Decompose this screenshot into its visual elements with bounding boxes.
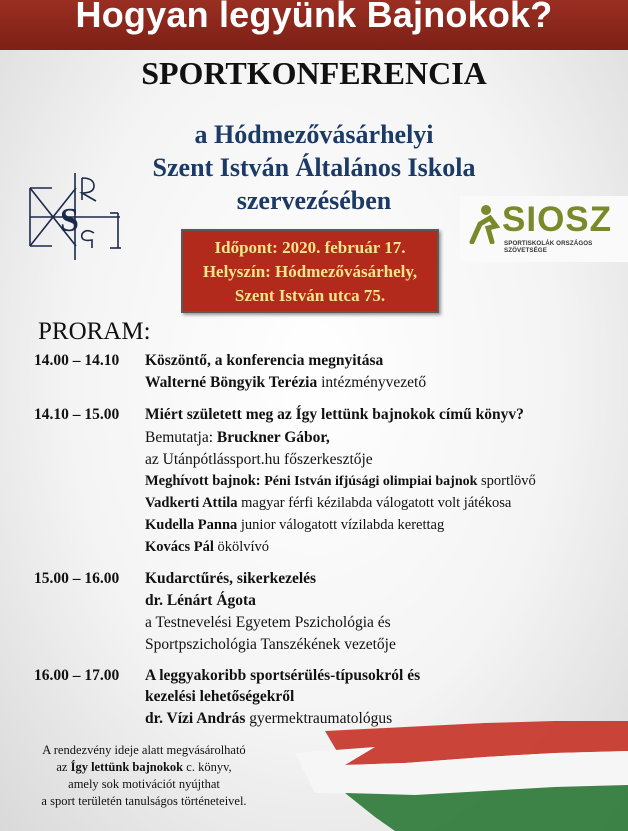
session-1-speaker-line	[145, 372, 426, 394]
session-3-title: Kudarctűrés, sikerkezelés	[145, 570, 317, 587]
siosz-wordmark: SIOSZ	[502, 200, 613, 239]
session-2-guest-2: Vadkerti Attila	[145, 495, 238, 511]
organizer-line-1: a Hódmezővásárhelyi	[194, 120, 434, 149]
session-3-time: 15.00 – 16.00	[34, 570, 120, 587]
closing-line-1: A rendezvény ideje alatt megvásárolható	[42, 743, 246, 757]
session-2-guest-4: Kovács Pál	[145, 539, 214, 555]
event-place: Helyszín: Hódmezővásárhely,	[202, 262, 418, 281]
session-4-time: 16.00 – 17.00	[34, 667, 120, 684]
session-2-guest-3-role: junior válogatott vízilabda kerettag	[237, 517, 445, 533]
closing-line-2	[28, 759, 260, 776]
siosz-tagline: SPORTISKOLÁK ORSZÁGOS SZÖVETSÉGE	[504, 240, 593, 254]
session-2-presenter-prefix: Bemutatja:	[145, 429, 217, 446]
session-2-title: Miért született meg az Így lettünk bajnokok című könyv?	[145, 406, 524, 423]
page-title: Hogyan legyünk Bajnokok?	[75, 0, 553, 35]
session-4-speaker: dr. Vízi András	[145, 710, 246, 727]
session-2-guest-3: Kudella Panna	[145, 517, 238, 533]
session-1-speaker: Walterné Böngyik Terézia	[145, 374, 318, 391]
session-2-guest-2-role: magyar férfi kézilabda válogatott volt játékosa	[237, 495, 512, 511]
session-4-title-1: A leggyakoribb sportsérülés-típusokról és	[145, 667, 421, 684]
session-2-guest-1-line	[145, 470, 536, 493]
session-1-time: 14.00 – 14.10	[34, 352, 120, 369]
session-2-guest-1-role: sportlövő	[477, 473, 536, 489]
closing-line-3: amely sok motivációt nyújthat	[68, 777, 220, 791]
session-2-time: 14.10 – 15.00	[34, 406, 120, 423]
session-2-guest-3-line	[145, 514, 444, 536]
session-4-title-2: kezelési lehetőségekről	[145, 688, 295, 705]
event-address: Szent István utca 75.	[234, 286, 386, 305]
session-3-role-1: a Testnevelési Egyetem Pszichológia és	[145, 614, 391, 631]
book-title: Így lettünk bajnokok	[70, 760, 184, 774]
session-3-speaker: dr. Lénárt Ágota	[145, 592, 256, 609]
closing-line-2-prefix: az	[56, 760, 71, 774]
session-2-guest-4-role: ökölvívó	[213, 539, 270, 555]
session-2-guest-4-line	[145, 536, 269, 558]
session-2-guest-2-line	[145, 492, 511, 514]
event-info-box	[181, 229, 439, 313]
session-2-presenter: Bruckner Gábor,	[216, 429, 330, 446]
figure-icon	[466, 204, 500, 244]
session-2-guests-label: Meghívott bajnok:	[145, 473, 265, 489]
session-2-presenter-line	[145, 427, 330, 449]
session-2-presenter-role: az Utánpótlássport.hu főszerkesztője	[145, 451, 373, 468]
closing-line-4: a sport területén tanulságos történeteivel.	[41, 794, 247, 808]
session-3-role-2: Sportpszichológia Tanszékének vezetője	[145, 636, 396, 653]
monogram-s: S	[60, 202, 79, 239]
session-1-title: Köszöntő, a konferencia megnyitása	[145, 352, 384, 369]
closing-line-2-suffix: c. könyv,	[183, 760, 232, 774]
event-time: Időpont: 2020. február 17.	[214, 238, 406, 257]
organizer-line-2: Szent István Általános Iskola	[152, 153, 476, 182]
title-banner	[0, 0, 628, 50]
program-heading: PRORAM:	[38, 318, 151, 345]
hungarian-flag-decoration	[255, 705, 628, 831]
conference-title: SPORTKONFERENCIA	[141, 55, 487, 91]
session-2-guest-1: Péni István ifjúsági olimpiai bajnok	[264, 474, 478, 489]
session-1-role: intézményvezető	[317, 374, 427, 391]
closing-note	[28, 742, 260, 810]
siosz-logo	[460, 196, 628, 262]
session-4-role: gyermektraumatológus	[245, 710, 393, 727]
organizer-line-3: szervezésében	[236, 186, 392, 215]
school-monogram-logo	[22, 168, 132, 263]
